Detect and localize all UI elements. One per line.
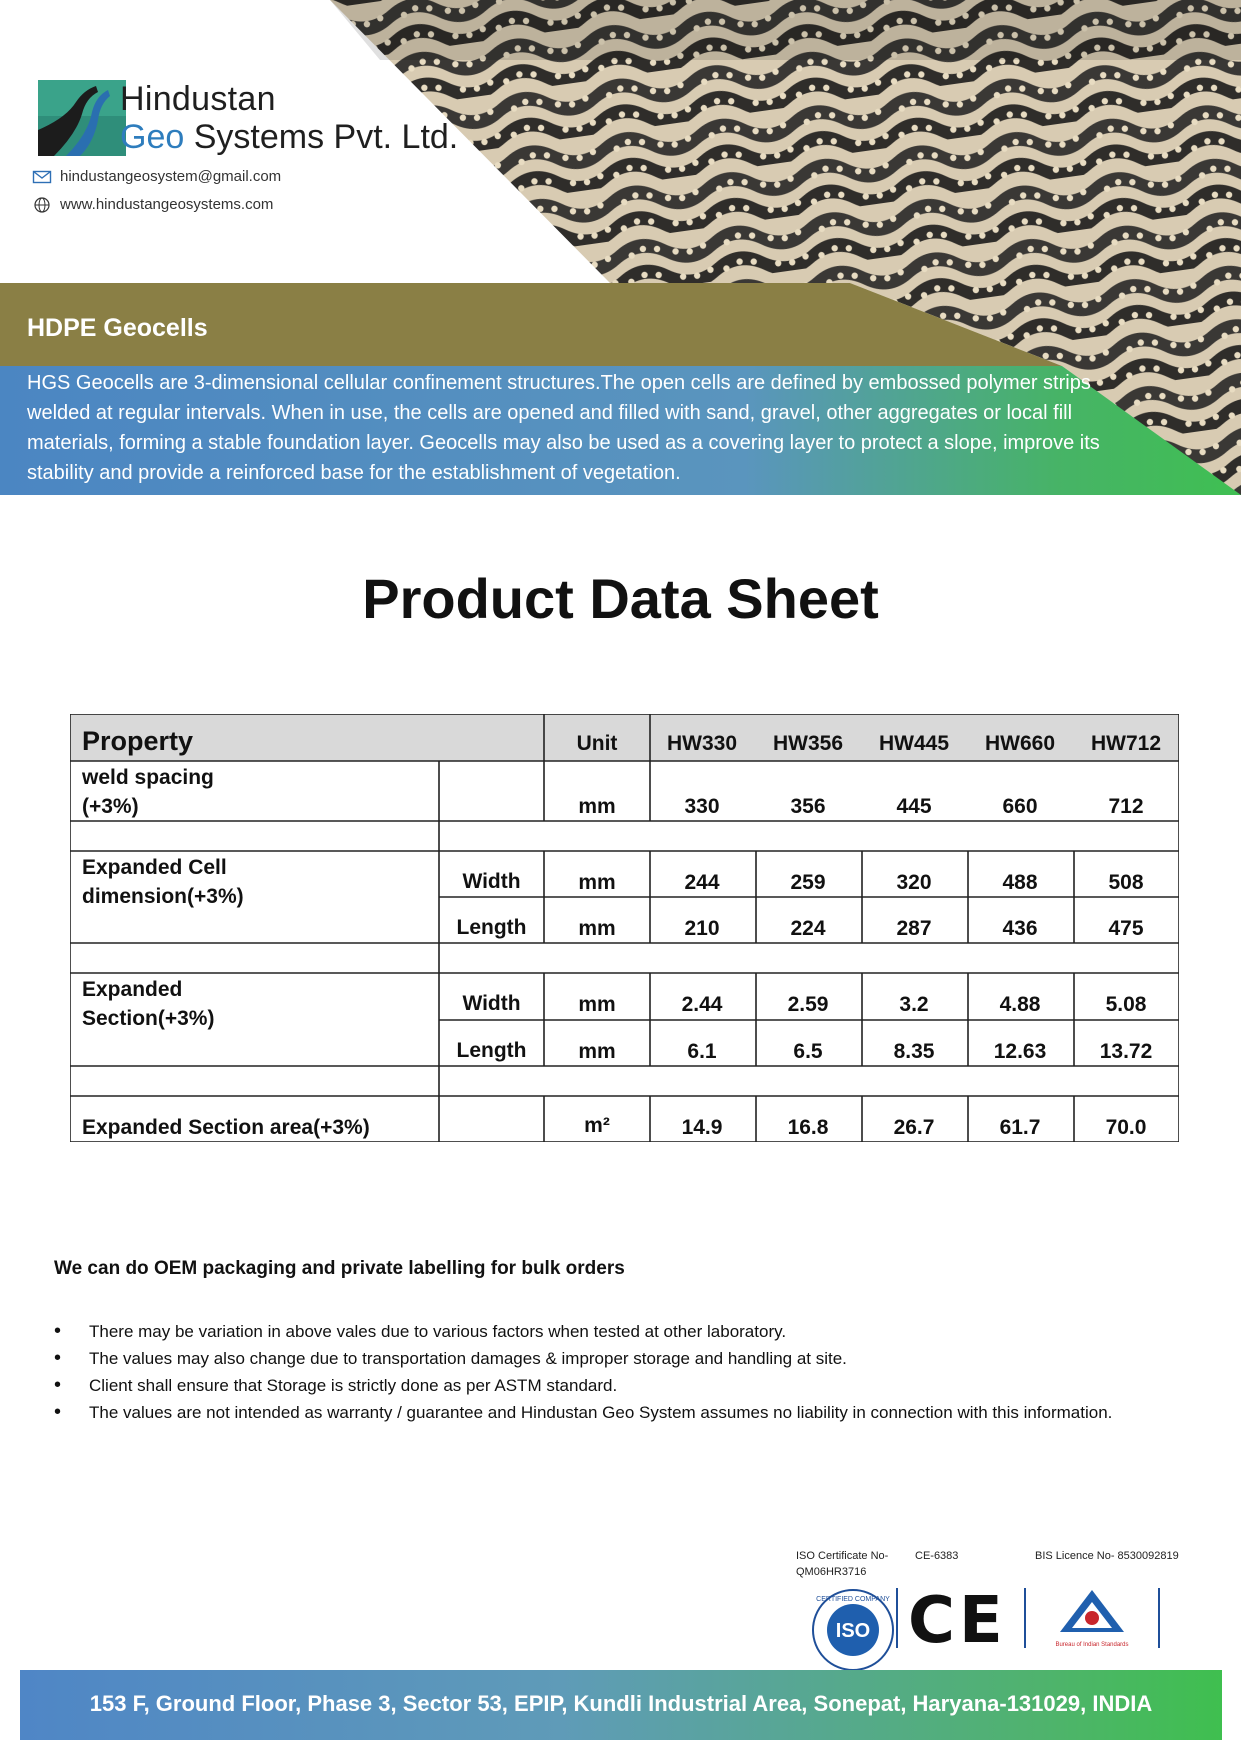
cell-length-value: 224	[790, 917, 826, 940]
cell-label-1: Expanded Cell	[82, 856, 227, 879]
cell-length-value: 436	[1002, 917, 1038, 940]
footer-address-bar	[20, 1670, 1222, 1740]
weld-value: 660	[1002, 795, 1038, 818]
cell-width-label: Width	[462, 870, 521, 893]
iso-ring-text: CERTIFIED COMPANY	[816, 1596, 890, 1603]
weld-label-2: (+3%)	[82, 795, 139, 818]
cell-length-value: 475	[1108, 917, 1144, 940]
section-width-value: 4.88	[999, 993, 1041, 1016]
divider	[1158, 1588, 1160, 1648]
section-length-unit: mm	[578, 1040, 616, 1063]
iso-certificate-label	[796, 1548, 888, 1580]
website-contact	[32, 196, 273, 213]
cell-width-value: 259	[790, 871, 826, 894]
cell-length-value: 287	[896, 917, 932, 940]
oem-note: We can do OEM packaging and private labelling for bulk orders	[54, 1258, 625, 1279]
section-length-value: 13.72	[1099, 1040, 1153, 1063]
section-width-value: 5.08	[1105, 993, 1147, 1016]
weld-value: 712	[1108, 795, 1144, 818]
cell-width-value: 488	[1002, 871, 1038, 894]
divider	[896, 1588, 898, 1648]
section-width-value: 3.2	[899, 993, 929, 1016]
iso-logo	[810, 1587, 896, 1673]
header-unit: Unit	[576, 732, 618, 755]
globe-icon	[32, 197, 52, 213]
email-text[interactable]: hindustangeosystem@gmail.com	[60, 168, 282, 185]
website-text[interactable]: www.hindustangeosystems.com	[60, 196, 274, 213]
bis-caption: Bureau of Indian Standards	[1055, 1642, 1129, 1648]
bis-logo	[1052, 1584, 1132, 1650]
header-model: HW330	[666, 732, 738, 755]
iso-line-1: ISO Certificate No-	[796, 1550, 889, 1562]
address-text: 153 F, Ground Floor, Phase 3, Sector 53, EPIP, Kundli Industrial Area, Sonepat, Haryana-131029, INDIA	[89, 1691, 1153, 1716]
cell-width-value: 320	[896, 871, 932, 894]
area-label: Expanded Section area(+3%)	[82, 1116, 370, 1139]
cell-width-value: 244	[684, 871, 720, 894]
area-unit: m²	[584, 1114, 610, 1137]
section-length-value: 8.35	[893, 1040, 935, 1063]
email-contact	[32, 168, 281, 185]
section-width-label: Width	[462, 992, 521, 1015]
section-length-value: 6.1	[687, 1040, 717, 1063]
weld-value: 445	[896, 795, 932, 818]
header-hero	[0, 0, 1241, 500]
header-model: HW356	[772, 732, 844, 755]
section-width-value: 2.44	[681, 993, 723, 1016]
company-name-line1: Hindustan	[120, 80, 276, 118]
area-value: 14.9	[681, 1116, 723, 1139]
divider	[1024, 1588, 1026, 1648]
product-description: HGS Geocells are 3-dimensional cellular confinement structures.The open cells are defined by embossed polymer strips welded at regular intervals. When in use, the cells are opened and filled with sand, gravel, other aggregates or local fill materials, forming a stable foundation layer. Geocells may also be used as a covering layer to protect a slope, improve its stability and provide a reinforced base for the establishment of vegetation.	[27, 372, 1100, 484]
cell-width-unit: mm	[578, 871, 616, 894]
section-width-unit: mm	[578, 993, 616, 1016]
notes-list	[54, 1318, 1112, 1426]
weld-value: 356	[790, 795, 826, 818]
company-logo	[36, 78, 128, 158]
weld-unit: mm	[578, 795, 616, 818]
cell-length-label: Length	[456, 916, 527, 939]
area-value: 16.8	[787, 1116, 829, 1139]
list-item: • The values may also change due to transportation damages & improper storage and handling at site.	[54, 1345, 1112, 1372]
ce-number-label: CE-6383	[915, 1550, 959, 1562]
company-name-rest: Systems Pvt. Ltd.	[193, 118, 459, 156]
company-name-geo: Geo	[120, 118, 185, 156]
section-width-value: 2.59	[787, 993, 829, 1016]
mail-icon	[32, 169, 52, 185]
page-title: Product Data Sheet	[362, 567, 879, 630]
header-model: HW445	[878, 732, 950, 755]
area-value: 61.7	[999, 1116, 1041, 1139]
header-model: HW712	[1090, 732, 1162, 755]
iso-logo-text: ISO	[835, 1620, 871, 1642]
list-item: • Client shall ensure that Storage is strictly done as per ASTM standard.	[54, 1372, 1112, 1399]
cell-length-unit: mm	[578, 917, 616, 940]
weld-label-1: weld spacing	[82, 766, 214, 789]
section-length-label: Length	[456, 1039, 527, 1062]
product-title: HDPE Geocells	[27, 314, 208, 342]
company-name-line2	[120, 118, 458, 157]
header-model: HW660	[984, 732, 1056, 755]
cell-width-value: 508	[1108, 871, 1144, 894]
weld-value: 330	[684, 795, 720, 818]
list-item: • The values are not intended as warranty / guarantee and Hindustan Geo System assumes no liability in connection with this information.	[54, 1399, 1112, 1426]
section-label-1: Expanded	[82, 978, 183, 1001]
section-label-2: Section(+3%)	[82, 1007, 215, 1030]
cell-length-value: 210	[684, 917, 720, 940]
cell-label-2: dimension(+3%)	[82, 885, 244, 908]
product-data-table	[70, 714, 1179, 1142]
section-length-value: 12.63	[993, 1040, 1047, 1063]
area-value: 26.7	[893, 1116, 935, 1139]
iso-line-2: QM06HR3716	[796, 1566, 867, 1578]
area-value: 70.0	[1105, 1116, 1147, 1139]
ce-mark: CE	[908, 1584, 1007, 1658]
header-property: Property	[82, 726, 194, 756]
section-length-value: 6.5	[793, 1040, 823, 1063]
bis-licence-label: BIS Licence No- 8530092819	[1035, 1550, 1179, 1562]
list-item: • There may be variation in above vales due to various factors when tested at other laboratory.	[54, 1318, 1112, 1345]
